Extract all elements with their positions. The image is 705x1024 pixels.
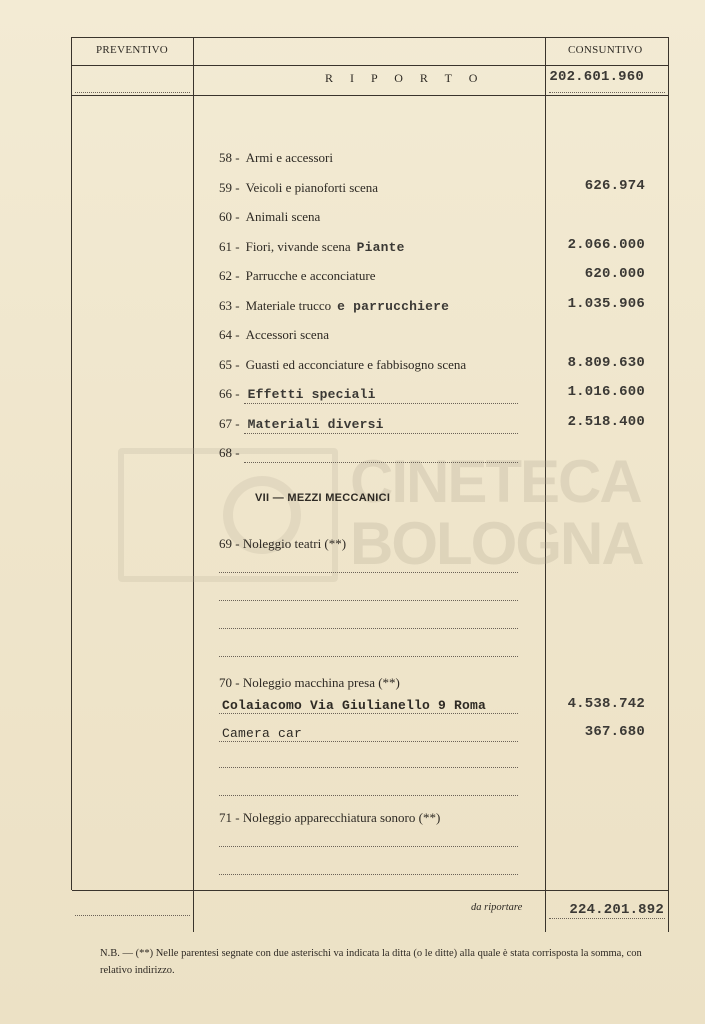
- item-label: Materiale trucco: [245, 297, 332, 313]
- item-typed-text: Piante: [356, 239, 405, 255]
- item-row: [219, 416, 384, 432]
- item-dotline: [244, 403, 518, 404]
- item-70-dotline-3: [219, 767, 518, 768]
- consuntivo-riporto-dots: [549, 92, 665, 93]
- item-amount: 2.518.400: [567, 413, 645, 430]
- item-label: Guasti ed acconciature e fabbisogno scena: [245, 356, 467, 372]
- preventivo-footer-dots: [75, 915, 190, 916]
- item-70-number: 70 -: [219, 675, 240, 690]
- item-dotline: [244, 462, 518, 463]
- item-amount: 1.016.600: [567, 384, 645, 400]
- item-70-dotline-1: [219, 713, 518, 714]
- item-number: 62 -: [219, 268, 240, 283]
- riporto-amount: 202.601.960: [549, 69, 644, 85]
- item-label: Veicoli e pianoforti scena: [245, 179, 379, 195]
- item-71-dotline-2: [219, 874, 518, 875]
- footer-total-amount: 224.201.892: [569, 902, 664, 918]
- item-69: [219, 536, 346, 552]
- riporto-divider: [72, 95, 669, 96]
- item-row: [219, 209, 326, 225]
- item-typed-text: e parrucchiere: [337, 298, 450, 314]
- item-amount: 620.000: [584, 266, 645, 282]
- item-row: [219, 268, 382, 284]
- item-number: 67 -: [219, 415, 240, 431]
- item-70: [219, 675, 400, 691]
- item-69-dotline-4: [219, 656, 518, 657]
- riporto-label: R I P O R T O: [325, 71, 485, 85]
- consuntivo-header: CONSUNTIVO: [568, 44, 643, 56]
- table-top-border: [72, 37, 669, 38]
- item-number: 59 -: [219, 179, 240, 195]
- item-row: [219, 386, 376, 402]
- da-riportare-label: da riportare: [471, 902, 523, 913]
- item-69-dotline-3: [219, 628, 518, 629]
- item-amount: 1.035.906: [567, 295, 645, 312]
- watermark-line2: BOLOGNA: [350, 510, 643, 577]
- item-69-label: Noleggio teatri (**): [242, 536, 347, 551]
- item-69-dotline-1: [219, 572, 518, 573]
- item-number: 60 -: [219, 209, 240, 224]
- item-number: 64 -: [219, 327, 240, 342]
- item-number: 61 -: [219, 238, 240, 254]
- item-row: [219, 150, 339, 166]
- item-label: Fiori, vivande scena: [245, 238, 351, 254]
- item-row: [219, 357, 472, 373]
- table-right-border: [668, 37, 669, 932]
- item-71-label: Noleggio apparecchiatura sonoro (**): [242, 810, 441, 825]
- item-row: [219, 445, 248, 461]
- item-69-dotline-2: [219, 600, 518, 601]
- item-71-dotline-1: [219, 846, 518, 847]
- item-amount: 2.066.000: [567, 236, 645, 253]
- item-row: [219, 180, 384, 196]
- item-70-entry-2-text: Camera car: [222, 726, 303, 741]
- item-70-dotline-2: [219, 741, 518, 742]
- consuntivo-footer-dots: [549, 918, 665, 919]
- item-label: Animali scena: [245, 209, 321, 224]
- item-70-entry-1-text: Colaiacomo Via Giulianello 9 Roma: [222, 698, 487, 713]
- item-label: Accessori scena: [245, 327, 329, 342]
- item-number: 66 -: [219, 386, 240, 401]
- item-70-dotline-4: [219, 795, 518, 796]
- item-70-entry-2-amount: 367.680: [584, 724, 645, 740]
- item-row: [219, 239, 405, 255]
- item-number: 65 -: [219, 356, 240, 372]
- footer-divider: [72, 890, 669, 891]
- section-title: VII — MEZZI MECCANICI: [255, 492, 391, 504]
- table-left-border: [71, 37, 72, 890]
- item-amount: 626.974: [584, 177, 645, 194]
- item-number: 68 -: [219, 445, 240, 460]
- item-label: Parrucche e acconciature: [245, 268, 376, 283]
- footnote: N.B. — (**) Nelle parentesi segnate con due asterischi va indicata la ditta (o le ditte) alla quale è stata corrisposta la somma, con relativo indirizzo.: [100, 948, 642, 976]
- item-number: 63 -: [219, 297, 240, 313]
- consuntivo-column-border: [545, 37, 546, 932]
- item-typed-text: Effetti speciali: [247, 387, 376, 402]
- item-row: [219, 298, 449, 314]
- item-71-number: 71 -: [219, 810, 240, 825]
- item-dotline: [244, 433, 518, 434]
- item-70-label: Noleggio macchina presa (**): [242, 675, 400, 690]
- item-70-entry-1-amount: 4.538.742: [567, 696, 645, 712]
- preventivo-column-border: [193, 37, 194, 932]
- item-typed-text: Materiali diversi: [247, 416, 384, 432]
- item-69-number: 69 -: [219, 536, 240, 551]
- item-label: Armi e accessori: [245, 150, 333, 165]
- preventivo-riporto-dots: [75, 92, 190, 93]
- item-row: [219, 327, 335, 343]
- watermark-line1: CINETECA: [350, 448, 641, 515]
- item-71: [219, 810, 440, 826]
- preventivo-header: PREVENTIVO: [96, 44, 169, 56]
- item-number: 58 -: [219, 150, 240, 165]
- header-divider: [72, 65, 669, 66]
- item-amount: 8.809.630: [567, 354, 645, 371]
